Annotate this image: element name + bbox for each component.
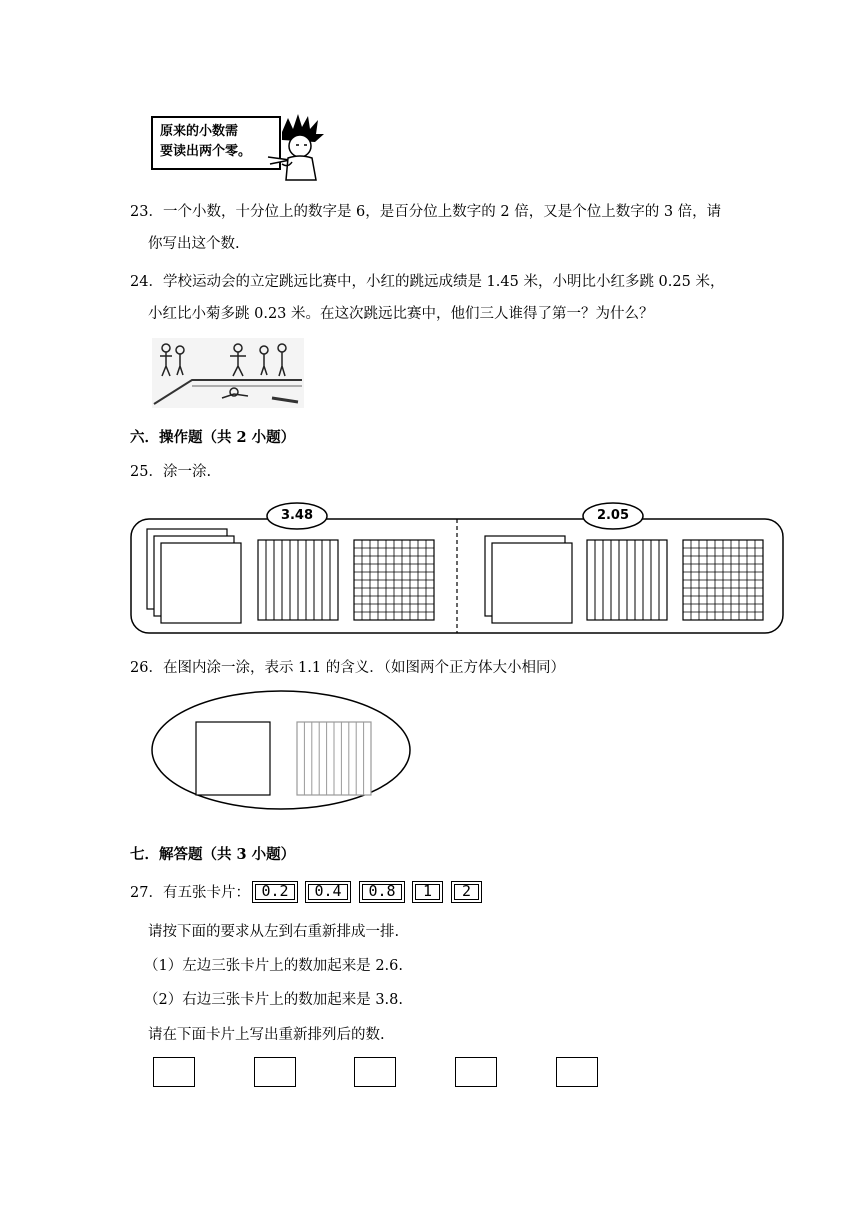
q25-grid-diagram [130,500,785,635]
q23-line-1: 23．一个小数，十分位上的数字是 6，是百分位上数字的 2 倍，又是个位上数字的 3 倍，请 [130,204,722,220]
q26-diagram [150,688,415,813]
speech-line-2: 要读出两个零。 [160,144,252,159]
q27-line-1: 请按下面的要求从左到右重新排成一排. [148,924,400,940]
q27-line-2: （1）左边三张卡片上的数加起来是 2.6. [144,958,404,974]
card-1: 1 [412,881,443,903]
q25-text: 25．涂一涂. [130,464,212,480]
answer-box-3[interactable] [354,1057,396,1087]
q26-figure [150,688,415,813]
hundredths-square-left [354,540,434,620]
answer-box-2[interactable] [254,1057,296,1087]
section-6-heading: 六．操作题（共 2 小题） [130,429,296,446]
q27-intro: 27．有五张卡片： [130,885,250,901]
tenths-square-right [587,540,667,620]
q27-line-4: 请在下面卡片上写出重新排列后的数. [148,1027,385,1043]
q24-line-1: 24．学校运动会的立定跳远比赛中，小红的跳远成绩是 1.45 米，小明比小红多跳 0.25 米， [130,274,725,290]
tenths-square-left [258,540,338,620]
answer-box-5[interactable] [556,1057,598,1087]
q25-label-right: 2.05 [596,508,630,523]
q25-figure [130,500,785,635]
q23-line-2: 你写出这个数. [148,236,240,252]
section-7-heading: 七．解答题（共 3 小题） [130,846,296,863]
long-jump-illustration [152,338,304,408]
speech-line-1: 原来的小数需 [160,124,239,139]
cartoon-illustration [150,112,330,182]
tenths-square-q26 [297,722,371,795]
answer-box-1[interactable] [153,1057,195,1087]
card-2: 2 [451,881,482,903]
hundredths-square-right [683,540,763,620]
card-0-2: 0.2 [252,881,298,903]
q25-label-left: 3.48 [280,508,314,523]
q26-text: 26．在图内涂一涂，表示 1.1 的含义．（如图两个正方体大小相同） [130,660,565,676]
card-0-4: 0.4 [305,881,351,903]
q24-line-2: 小红比小菊多跳 0.23 米。在这次跳远比赛中，他们三人谁得了第一？为什么？ [148,306,654,322]
q27-line-3: （2）右边三张卡片上的数加起来是 3.8. [144,992,404,1008]
card-0-8: 0.8 [359,881,405,903]
answer-box-4[interactable] [455,1057,497,1087]
